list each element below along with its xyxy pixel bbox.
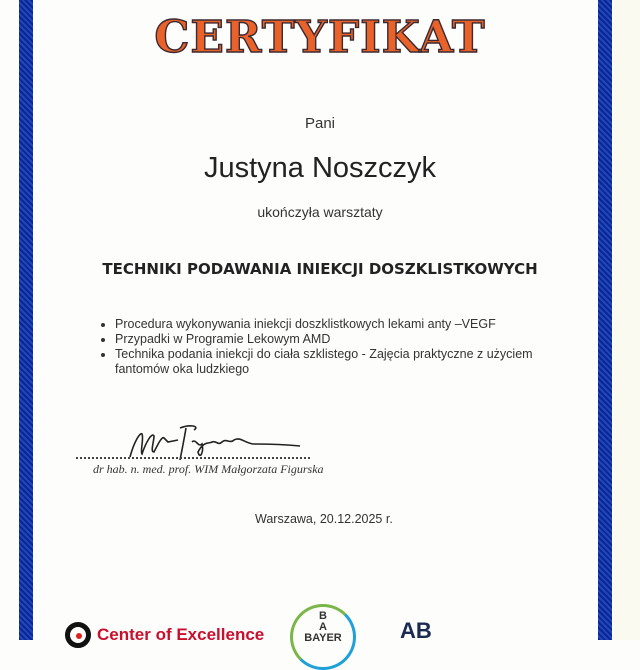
ab-logo: AB: [400, 618, 432, 643]
decorative-border-left: [19, 0, 33, 640]
signer-name: dr hab. n. med. prof. WIM Małgorzata Figurska: [93, 462, 324, 476]
topic-item: • Technika podania iniekcji do ciała szklistego - Zajęcia praktyczne z użyciem fantomów oka ludzkiego: [115, 347, 555, 377]
center-of-excellence-logo: [65, 622, 264, 648]
course-title: TECHNIKI PODAWANIA INIEKCJI DOSZKLISTKOWYCH: [102, 260, 538, 278]
bayer-letter-b: B: [319, 610, 327, 622]
topic-item: • Przypadki w Programie Lekowym AMD: [115, 332, 555, 347]
signature-line: [76, 457, 310, 459]
target-icon: [65, 622, 91, 648]
salutation: Pani: [304, 115, 336, 132]
decorative-border-right: [598, 0, 612, 640]
recipient-name: Justyna Noszczyk: [203, 152, 437, 184]
page-edge: [613, 0, 640, 640]
coe-logo-text: Center of Excellence: [97, 625, 265, 644]
completed-text: ukończyła warsztaty: [257, 204, 383, 220]
bayer-letter-a: A: [319, 621, 327, 633]
bayer-word: BAYER: [304, 632, 342, 644]
place-date: Warszawa, 20.12.2025 r.: [255, 512, 393, 526]
certificate-title: CERTYFIKAT: [154, 12, 486, 63]
topics-list: [95, 317, 555, 377]
topic-item: • Procedura wykonywania iniekcji doszklistkowych lekami anty –VEGF: [115, 317, 555, 332]
bayer-logo: [290, 604, 356, 670]
handwritten-signature: [120, 422, 320, 462]
